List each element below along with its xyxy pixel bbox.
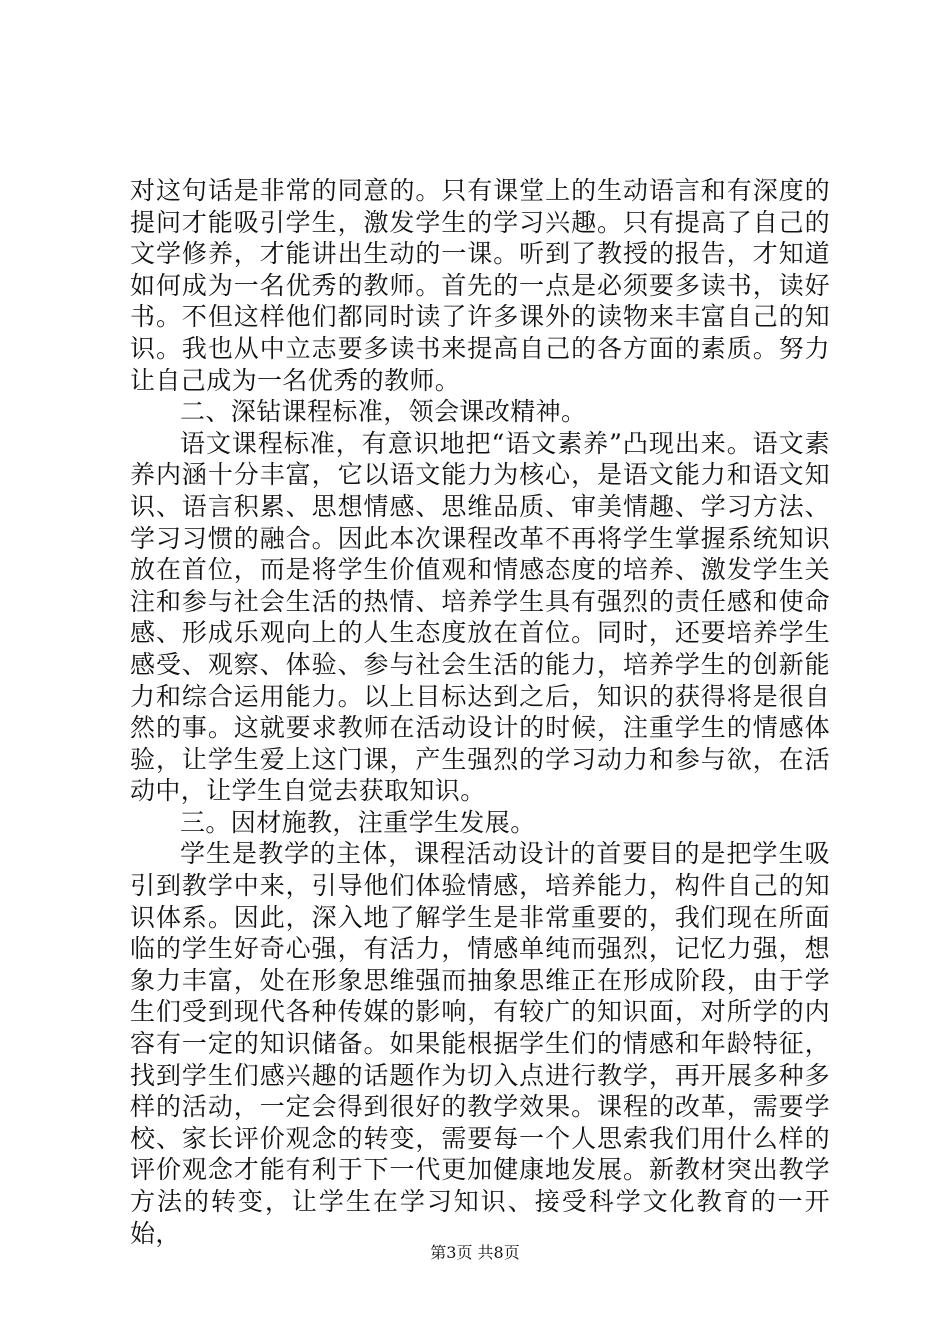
paragraph-continuation: 对这句话是非常的同意的。只有课堂上的生动语言和有深度的提问才能吸引学生，激发学生的学习兴趣。只有提高了自己的文学修养，才能讲出生动的一课。听到了教授的报告，才知道如何成为一名优秀的教师。首先的一点是必须要多读书，读好书。不但这样他们都同时读了许多课外的读物来丰富自己的知识。我也从中立志要多读书来提高自己的各方面的素质。努力让自己成为一名优秀的教师。 xyxy=(130,176,830,395)
paragraph-curriculum-standard: 语文课程标准，有意识地把“语文素养”凸现出来。语文素养内涵十分丰富，它以语文能力为核心，是语文能力和语文知识、语言积累、思想情感、思维品质、审美情趣、学习方法、学习习惯的融合。因此本次课程改革不再将学生掌握系统知识放在首位，而是将学生价值观和情感态度的培养、激发学生关注和参与社会生活的热情、培养学生具有强烈的责任感和使命感、形成乐观向上的人生态度放在首位。同时，还要培养学生感受、观察、体验、参与社会生活的能力，培养学生的创新能力和综合运用能力。以上目标达到之后，知识的获得将是很自然的事。这就要求教师在活动设计的时候，注重学生的情感体验，让学生爱上这门课，产生强烈的学习动力和参与欲，在活动中，让学生自觉去获取知识。 xyxy=(130,428,830,806)
page-footer: 第3页 共8页 xyxy=(430,1243,520,1262)
paragraph-student-development: 学生是教学的主体，课程活动设计的首要目的是把学生吸引到教学中来，引导他们体验情感，培养能力，构件自己的知识体系。因此，深入地了解学生是非常重要的，我们现在所面临的学生好奇心强，有活力，情感单纯而强烈，记忆力强，想象力丰富，处在形象思维强而抽象思维正在形成阶段，由于学生们受到现代各种传媒的影响，有较广的知识面，对所学的内容有一定的知识储备。如果能根据学生们的情感和年龄特征，找到学生们感兴趣的话题作为切入点进行教学，再开展多种多样的活动，一定会得到很好的教学效果。课程的改革，需要学校、家长评价观念的转变，需要每一个人思索我们用什么样的评价观念才能有利于下一代更加健康地发展。新教材突出教学方法的转变，让学生在学习知识、接受科学文化教育的一开始， xyxy=(130,839,830,1248)
document-body xyxy=(130,175,830,1249)
section-heading-2: 二、深钻课程标准，领会课改精神。 xyxy=(180,397,587,427)
section-heading-3: 三。因材施教，注重学生发展。 xyxy=(180,807,536,837)
